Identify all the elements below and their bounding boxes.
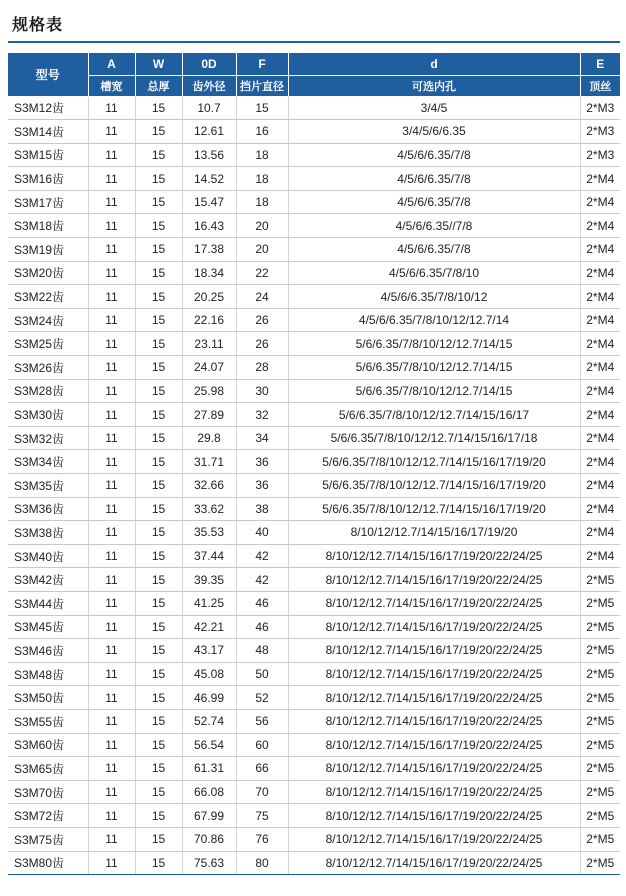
set-screw-cell: 2*M4 (580, 332, 620, 356)
table-row (8, 827, 620, 851)
flange-diameter-cell: 50 (236, 662, 288, 686)
thickness-cell: 15 (135, 757, 182, 781)
thickness-cell: 15 (135, 544, 182, 568)
table-row (8, 96, 620, 120)
model-cell: S3M25齿 (8, 332, 88, 356)
model-cell: S3M72齿 (8, 804, 88, 828)
set-screw-cell: 2*M5 (580, 686, 620, 710)
model-cell: S3M19齿 (8, 238, 88, 262)
bore-options-cell: 5/6/6.35/7/8/10/12/12.7/14/15 (288, 356, 580, 380)
table-row (8, 379, 620, 403)
slot-width-cell: 11 (88, 379, 135, 403)
outer-diameter-cell: 23.11 (182, 332, 236, 356)
model-cell: S3M30齿 (8, 403, 88, 427)
model-cell: S3M80齿 (8, 851, 88, 875)
thickness-cell: 15 (135, 403, 182, 427)
set-screw-cell: 2*M5 (580, 851, 620, 875)
spec-table (8, 53, 620, 875)
slot-width-cell: 11 (88, 662, 135, 686)
flange-diameter-cell: 24 (236, 285, 288, 309)
outer-diameter-cell: 61.31 (182, 757, 236, 781)
flange-diameter-cell: 26 (236, 332, 288, 356)
header-letter-f: F (236, 53, 288, 76)
outer-diameter-cell: 66.08 (182, 780, 236, 804)
header-letter-d: d (288, 53, 580, 76)
bore-options-cell: 4/5/6/6.35/7/8/10/12 (288, 285, 580, 309)
bore-options-cell: 4/5/6/6.35/7/8/10 (288, 261, 580, 285)
outer-diameter-cell: 24.07 (182, 356, 236, 380)
flange-diameter-cell: 38 (236, 497, 288, 521)
table-row (8, 568, 620, 592)
bore-options-cell: 5/6/6.35/7/8/10/12/12.7/14/15/16/17/19/20 (288, 474, 580, 498)
model-cell: S3M48齿 (8, 662, 88, 686)
model-cell: S3M20齿 (8, 261, 88, 285)
bore-options-cell: 3/4/5 (288, 96, 580, 120)
bore-options-cell: 8/10/12/12.7/14/15/16/17/19/20/22/24/25 (288, 780, 580, 804)
slot-width-cell: 11 (88, 285, 135, 309)
thickness-cell: 15 (135, 214, 182, 238)
bore-options-cell: 8/10/12/12.7/14/15/16/17/19/20/22/24/25 (288, 662, 580, 686)
flange-diameter-cell: 18 (236, 190, 288, 214)
flange-diameter-cell: 46 (236, 591, 288, 615)
set-screw-cell: 2*M4 (580, 474, 620, 498)
set-screw-cell: 2*M5 (580, 662, 620, 686)
flange-diameter-cell: 56 (236, 709, 288, 733)
table-row (8, 521, 620, 545)
header-name-flange-diameter: 挡片直径 (236, 76, 288, 97)
slot-width-cell: 11 (88, 214, 135, 238)
thickness-cell: 15 (135, 261, 182, 285)
header-name-slot-width: 槽宽 (88, 76, 135, 97)
page-title: 规格表 (12, 15, 64, 34)
outer-diameter-cell: 46.99 (182, 686, 236, 710)
bore-options-cell: 4/5/6/6.35/7/8 (288, 143, 580, 167)
thickness-cell: 15 (135, 332, 182, 356)
thickness-cell: 15 (135, 167, 182, 191)
bore-options-cell: 5/6/6.35/7/8/10/12/12.7/14/15/16/17/19/20 (288, 450, 580, 474)
thickness-cell: 15 (135, 285, 182, 309)
model-cell: S3M22齿 (8, 285, 88, 309)
flange-diameter-cell: 48 (236, 639, 288, 663)
outer-diameter-cell: 35.53 (182, 521, 236, 545)
set-screw-cell: 2*M4 (580, 521, 620, 545)
thickness-cell: 15 (135, 356, 182, 380)
model-cell: S3M35齿 (8, 474, 88, 498)
header-name-total-thickness: 总厚 (135, 76, 182, 97)
flange-diameter-cell: 15 (236, 96, 288, 120)
bore-options-cell: 4/5/6/6.35/7/8 (288, 190, 580, 214)
flange-diameter-cell: 36 (236, 450, 288, 474)
outer-diameter-cell: 17.38 (182, 238, 236, 262)
model-cell: S3M55齿 (8, 709, 88, 733)
flange-diameter-cell: 20 (236, 238, 288, 262)
slot-width-cell: 11 (88, 143, 135, 167)
set-screw-cell: 2*M4 (580, 379, 620, 403)
bore-options-cell: 8/10/12/12.7/14/15/16/17/19/20/22/24/25 (288, 544, 580, 568)
outer-diameter-cell: 67.99 (182, 804, 236, 828)
table-body (8, 96, 620, 875)
bore-options-cell: 8/10/12/12.7/14/15/16/17/19/20/22/24/25 (288, 827, 580, 851)
model-cell: S3M16齿 (8, 167, 88, 191)
thickness-cell: 15 (135, 709, 182, 733)
thickness-cell: 15 (135, 308, 182, 332)
outer-diameter-cell: 16.43 (182, 214, 236, 238)
header-letter-w: W (135, 53, 182, 76)
header-letter-a: A (88, 53, 135, 76)
table-row (8, 639, 620, 663)
slot-width-cell: 11 (88, 261, 135, 285)
thickness-cell: 15 (135, 521, 182, 545)
slot-width-cell: 11 (88, 190, 135, 214)
outer-diameter-cell: 27.89 (182, 403, 236, 427)
table-row (8, 709, 620, 733)
thickness-cell: 15 (135, 733, 182, 757)
thickness-cell: 15 (135, 686, 182, 710)
outer-diameter-cell: 12.61 (182, 120, 236, 144)
flange-diameter-cell: 26 (236, 308, 288, 332)
set-screw-cell: 2*M5 (580, 615, 620, 639)
bore-options-cell: 3/4/5/6/6.35 (288, 120, 580, 144)
flange-diameter-cell: 22 (236, 261, 288, 285)
bore-options-cell: 4/5/6/6.35//7/8 (288, 214, 580, 238)
table-row (8, 261, 620, 285)
table-row (8, 356, 620, 380)
bore-options-cell: 5/6/6.35/7/8/10/12/12.7/14/15 (288, 379, 580, 403)
model-cell: S3M12齿 (8, 96, 88, 120)
model-cell: S3M17齿 (8, 190, 88, 214)
model-cell: S3M28齿 (8, 379, 88, 403)
table-row (8, 285, 620, 309)
outer-diameter-cell: 56.54 (182, 733, 236, 757)
table-row (8, 190, 620, 214)
thickness-cell: 15 (135, 615, 182, 639)
thickness-cell: 15 (135, 190, 182, 214)
table-row (8, 851, 620, 875)
table-row (8, 474, 620, 498)
set-screw-cell: 2*M5 (580, 568, 620, 592)
table-row (8, 332, 620, 356)
outer-diameter-cell: 37.44 (182, 544, 236, 568)
slot-width-cell: 11 (88, 615, 135, 639)
flange-diameter-cell: 34 (236, 426, 288, 450)
slot-width-cell: 11 (88, 120, 135, 144)
flange-diameter-cell: 76 (236, 827, 288, 851)
bore-options-cell: 8/10/12/12.7/14/15/16/17/19/20/22/24/25 (288, 804, 580, 828)
model-cell: S3M34齿 (8, 450, 88, 474)
outer-diameter-cell: 45.08 (182, 662, 236, 686)
bore-options-cell: 8/10/12/12.7/14/15/16/17/19/20 (288, 521, 580, 545)
table-row (8, 426, 620, 450)
slot-width-cell: 11 (88, 308, 135, 332)
outer-diameter-cell: 70.86 (182, 827, 236, 851)
bore-options-cell: 8/10/12/12.7/14/15/16/17/19/20/22/24/25 (288, 615, 580, 639)
slot-width-cell: 11 (88, 238, 135, 262)
thickness-cell: 15 (135, 780, 182, 804)
flange-diameter-cell: 18 (236, 143, 288, 167)
header-letter-e: E (580, 53, 620, 76)
bore-options-cell: 8/10/12/12.7/14/15/16/17/19/20/22/24/25 (288, 757, 580, 781)
table-row (8, 238, 620, 262)
header-model: 型号 (8, 53, 88, 96)
flange-diameter-cell: 20 (236, 214, 288, 238)
slot-width-cell: 11 (88, 403, 135, 427)
slot-width-cell: 11 (88, 356, 135, 380)
thickness-cell: 15 (135, 143, 182, 167)
table-header (8, 53, 620, 96)
bore-options-cell: 5/6/6.35/7/8/10/12/12.7/14/15/16/17 (288, 403, 580, 427)
table-row (8, 757, 620, 781)
table-row (8, 804, 620, 828)
set-screw-cell: 2*M4 (580, 190, 620, 214)
model-cell: S3M44齿 (8, 591, 88, 615)
thickness-cell: 15 (135, 591, 182, 615)
outer-diameter-cell: 29.8 (182, 426, 236, 450)
model-cell: S3M42齿 (8, 568, 88, 592)
table-row (8, 733, 620, 757)
header-name-outer-diameter: 齿外径 (182, 76, 236, 97)
model-cell: S3M14齿 (8, 120, 88, 144)
model-cell: S3M70齿 (8, 780, 88, 804)
slot-width-cell: 11 (88, 474, 135, 498)
table-row (8, 308, 620, 332)
outer-diameter-cell: 32.66 (182, 474, 236, 498)
set-screw-cell: 2*M5 (580, 827, 620, 851)
outer-diameter-cell: 41.25 (182, 591, 236, 615)
model-cell: S3M26齿 (8, 356, 88, 380)
flange-diameter-cell: 66 (236, 757, 288, 781)
bore-options-cell: 8/10/12/12.7/14/15/16/17/19/20/22/24/25 (288, 591, 580, 615)
bore-options-cell: 8/10/12/12.7/14/15/16/17/19/20/22/24/25 (288, 709, 580, 733)
thickness-cell: 15 (135, 497, 182, 521)
table-row (8, 143, 620, 167)
flange-diameter-cell: 42 (236, 568, 288, 592)
flange-diameter-cell: 70 (236, 780, 288, 804)
table-row (8, 662, 620, 686)
outer-diameter-cell: 14.52 (182, 167, 236, 191)
outer-diameter-cell: 25.98 (182, 379, 236, 403)
slot-width-cell: 11 (88, 450, 135, 474)
model-cell: S3M36齿 (8, 497, 88, 521)
table-row (8, 450, 620, 474)
model-cell: S3M32齿 (8, 426, 88, 450)
model-cell: S3M75齿 (8, 827, 88, 851)
set-screw-cell: 2*M5 (580, 639, 620, 663)
model-cell: S3M15齿 (8, 143, 88, 167)
thickness-cell: 15 (135, 120, 182, 144)
thickness-cell: 15 (135, 474, 182, 498)
outer-diameter-cell: 75.63 (182, 851, 236, 875)
model-cell: S3M18齿 (8, 214, 88, 238)
model-cell: S3M46齿 (8, 639, 88, 663)
slot-width-cell: 11 (88, 332, 135, 356)
flange-diameter-cell: 80 (236, 851, 288, 875)
flange-diameter-cell: 40 (236, 521, 288, 545)
slot-width-cell: 11 (88, 686, 135, 710)
outer-diameter-cell: 18.34 (182, 261, 236, 285)
thickness-cell: 15 (135, 379, 182, 403)
set-screw-cell: 2*M4 (580, 403, 620, 427)
outer-diameter-cell: 33.62 (182, 497, 236, 521)
bore-options-cell: 5/6/6.35/7/8/10/12/12.7/14/15 (288, 332, 580, 356)
bore-options-cell: 5/6/6.35/7/8/10/12/12.7/14/15/16/17/18 (288, 426, 580, 450)
model-cell: S3M65齿 (8, 757, 88, 781)
set-screw-cell: 2*M4 (580, 308, 620, 332)
slot-width-cell: 11 (88, 167, 135, 191)
slot-width-cell: 11 (88, 827, 135, 851)
slot-width-cell: 11 (88, 568, 135, 592)
set-screw-cell: 2*M5 (580, 733, 620, 757)
table-row (8, 497, 620, 521)
slot-width-cell: 11 (88, 544, 135, 568)
outer-diameter-cell: 15.47 (182, 190, 236, 214)
slot-width-cell: 11 (88, 780, 135, 804)
bore-options-cell: 4/5/6/6.35/7/8 (288, 167, 580, 191)
thickness-cell: 15 (135, 568, 182, 592)
slot-width-cell: 11 (88, 639, 135, 663)
slot-width-cell: 11 (88, 709, 135, 733)
model-cell: S3M38齿 (8, 521, 88, 545)
thickness-cell: 15 (135, 827, 182, 851)
set-screw-cell: 2*M4 (580, 426, 620, 450)
set-screw-cell: 2*M5 (580, 709, 620, 733)
slot-width-cell: 11 (88, 757, 135, 781)
flange-diameter-cell: 16 (236, 120, 288, 144)
flange-diameter-cell: 75 (236, 804, 288, 828)
bore-options-cell: 4/5/6/6.35/7/8 (288, 238, 580, 262)
flange-diameter-cell: 52 (236, 686, 288, 710)
title-divider (8, 41, 620, 43)
table-row (8, 167, 620, 191)
bore-options-cell: 4/5/6/6.35/7/8/10/12/12.7/14 (288, 308, 580, 332)
thickness-cell: 15 (135, 662, 182, 686)
outer-diameter-cell: 39.35 (182, 568, 236, 592)
table-row (8, 615, 620, 639)
model-cell: S3M50齿 (8, 686, 88, 710)
bore-options-cell: 8/10/12/12.7/14/15/16/17/19/20/22/24/25 (288, 686, 580, 710)
model-cell: S3M60齿 (8, 733, 88, 757)
thickness-cell: 15 (135, 450, 182, 474)
outer-diameter-cell: 31.71 (182, 450, 236, 474)
bore-options-cell: 8/10/12/12.7/14/15/16/17/19/20/22/24/25 (288, 639, 580, 663)
thickness-cell: 15 (135, 639, 182, 663)
thickness-cell: 15 (135, 804, 182, 828)
bore-options-cell: 5/6/6.35/7/8/10/12/12.7/14/15/16/17/19/20 (288, 497, 580, 521)
set-screw-cell: 2*M5 (580, 757, 620, 781)
set-screw-cell: 2*M4 (580, 214, 620, 238)
flange-diameter-cell: 60 (236, 733, 288, 757)
set-screw-cell: 2*M5 (580, 780, 620, 804)
slot-width-cell: 11 (88, 591, 135, 615)
set-screw-cell: 2*M5 (580, 804, 620, 828)
thickness-cell: 15 (135, 96, 182, 120)
bore-options-cell: 8/10/12/12.7/14/15/16/17/19/20/22/24/25 (288, 851, 580, 875)
set-screw-cell: 2*M4 (580, 356, 620, 380)
slot-width-cell: 11 (88, 733, 135, 757)
flange-diameter-cell: 46 (236, 615, 288, 639)
table-row (8, 591, 620, 615)
flange-diameter-cell: 32 (236, 403, 288, 427)
outer-diameter-cell: 43.17 (182, 639, 236, 663)
outer-diameter-cell: 10.7 (182, 96, 236, 120)
model-cell: S3M24齿 (8, 308, 88, 332)
slot-width-cell: 11 (88, 426, 135, 450)
thickness-cell: 15 (135, 851, 182, 875)
flange-diameter-cell: 42 (236, 544, 288, 568)
flange-diameter-cell: 18 (236, 167, 288, 191)
set-screw-cell: 2*M4 (580, 238, 620, 262)
set-screw-cell: 2*M4 (580, 261, 620, 285)
model-cell: S3M40齿 (8, 544, 88, 568)
flange-diameter-cell: 36 (236, 474, 288, 498)
thickness-cell: 15 (135, 238, 182, 262)
table-row (8, 120, 620, 144)
slot-width-cell: 11 (88, 851, 135, 875)
flange-diameter-cell: 28 (236, 356, 288, 380)
flange-diameter-cell: 30 (236, 379, 288, 403)
outer-diameter-cell: 20.25 (182, 285, 236, 309)
slot-width-cell: 11 (88, 497, 135, 521)
set-screw-cell: 2*M4 (580, 167, 620, 191)
thickness-cell: 15 (135, 426, 182, 450)
header-name-set-screw: 顶丝 (580, 76, 620, 97)
table-row (8, 403, 620, 427)
table-row (8, 544, 620, 568)
model-cell: S3M45齿 (8, 615, 88, 639)
set-screw-cell: 2*M3 (580, 120, 620, 144)
table-row (8, 214, 620, 238)
slot-width-cell: 11 (88, 96, 135, 120)
header-letter-od: 0D (182, 53, 236, 76)
set-screw-cell: 2*M5 (580, 591, 620, 615)
slot-width-cell: 11 (88, 804, 135, 828)
outer-diameter-cell: 42.21 (182, 615, 236, 639)
table-row (8, 686, 620, 710)
header-name-bore-options: 可选内孔 (288, 76, 580, 97)
bore-options-cell: 8/10/12/12.7/14/15/16/17/19/20/22/24/25 (288, 568, 580, 592)
set-screw-cell: 2*M3 (580, 96, 620, 120)
set-screw-cell: 2*M3 (580, 143, 620, 167)
outer-diameter-cell: 13.56 (182, 143, 236, 167)
set-screw-cell: 2*M4 (580, 285, 620, 309)
outer-diameter-cell: 22.16 (182, 308, 236, 332)
set-screw-cell: 2*M4 (580, 497, 620, 521)
slot-width-cell: 11 (88, 521, 135, 545)
outer-diameter-cell: 52.74 (182, 709, 236, 733)
set-screw-cell: 2*M4 (580, 544, 620, 568)
set-screw-cell: 2*M4 (580, 450, 620, 474)
table-row (8, 780, 620, 804)
bore-options-cell: 8/10/12/12.7/14/15/16/17/19/20/22/24/25 (288, 733, 580, 757)
